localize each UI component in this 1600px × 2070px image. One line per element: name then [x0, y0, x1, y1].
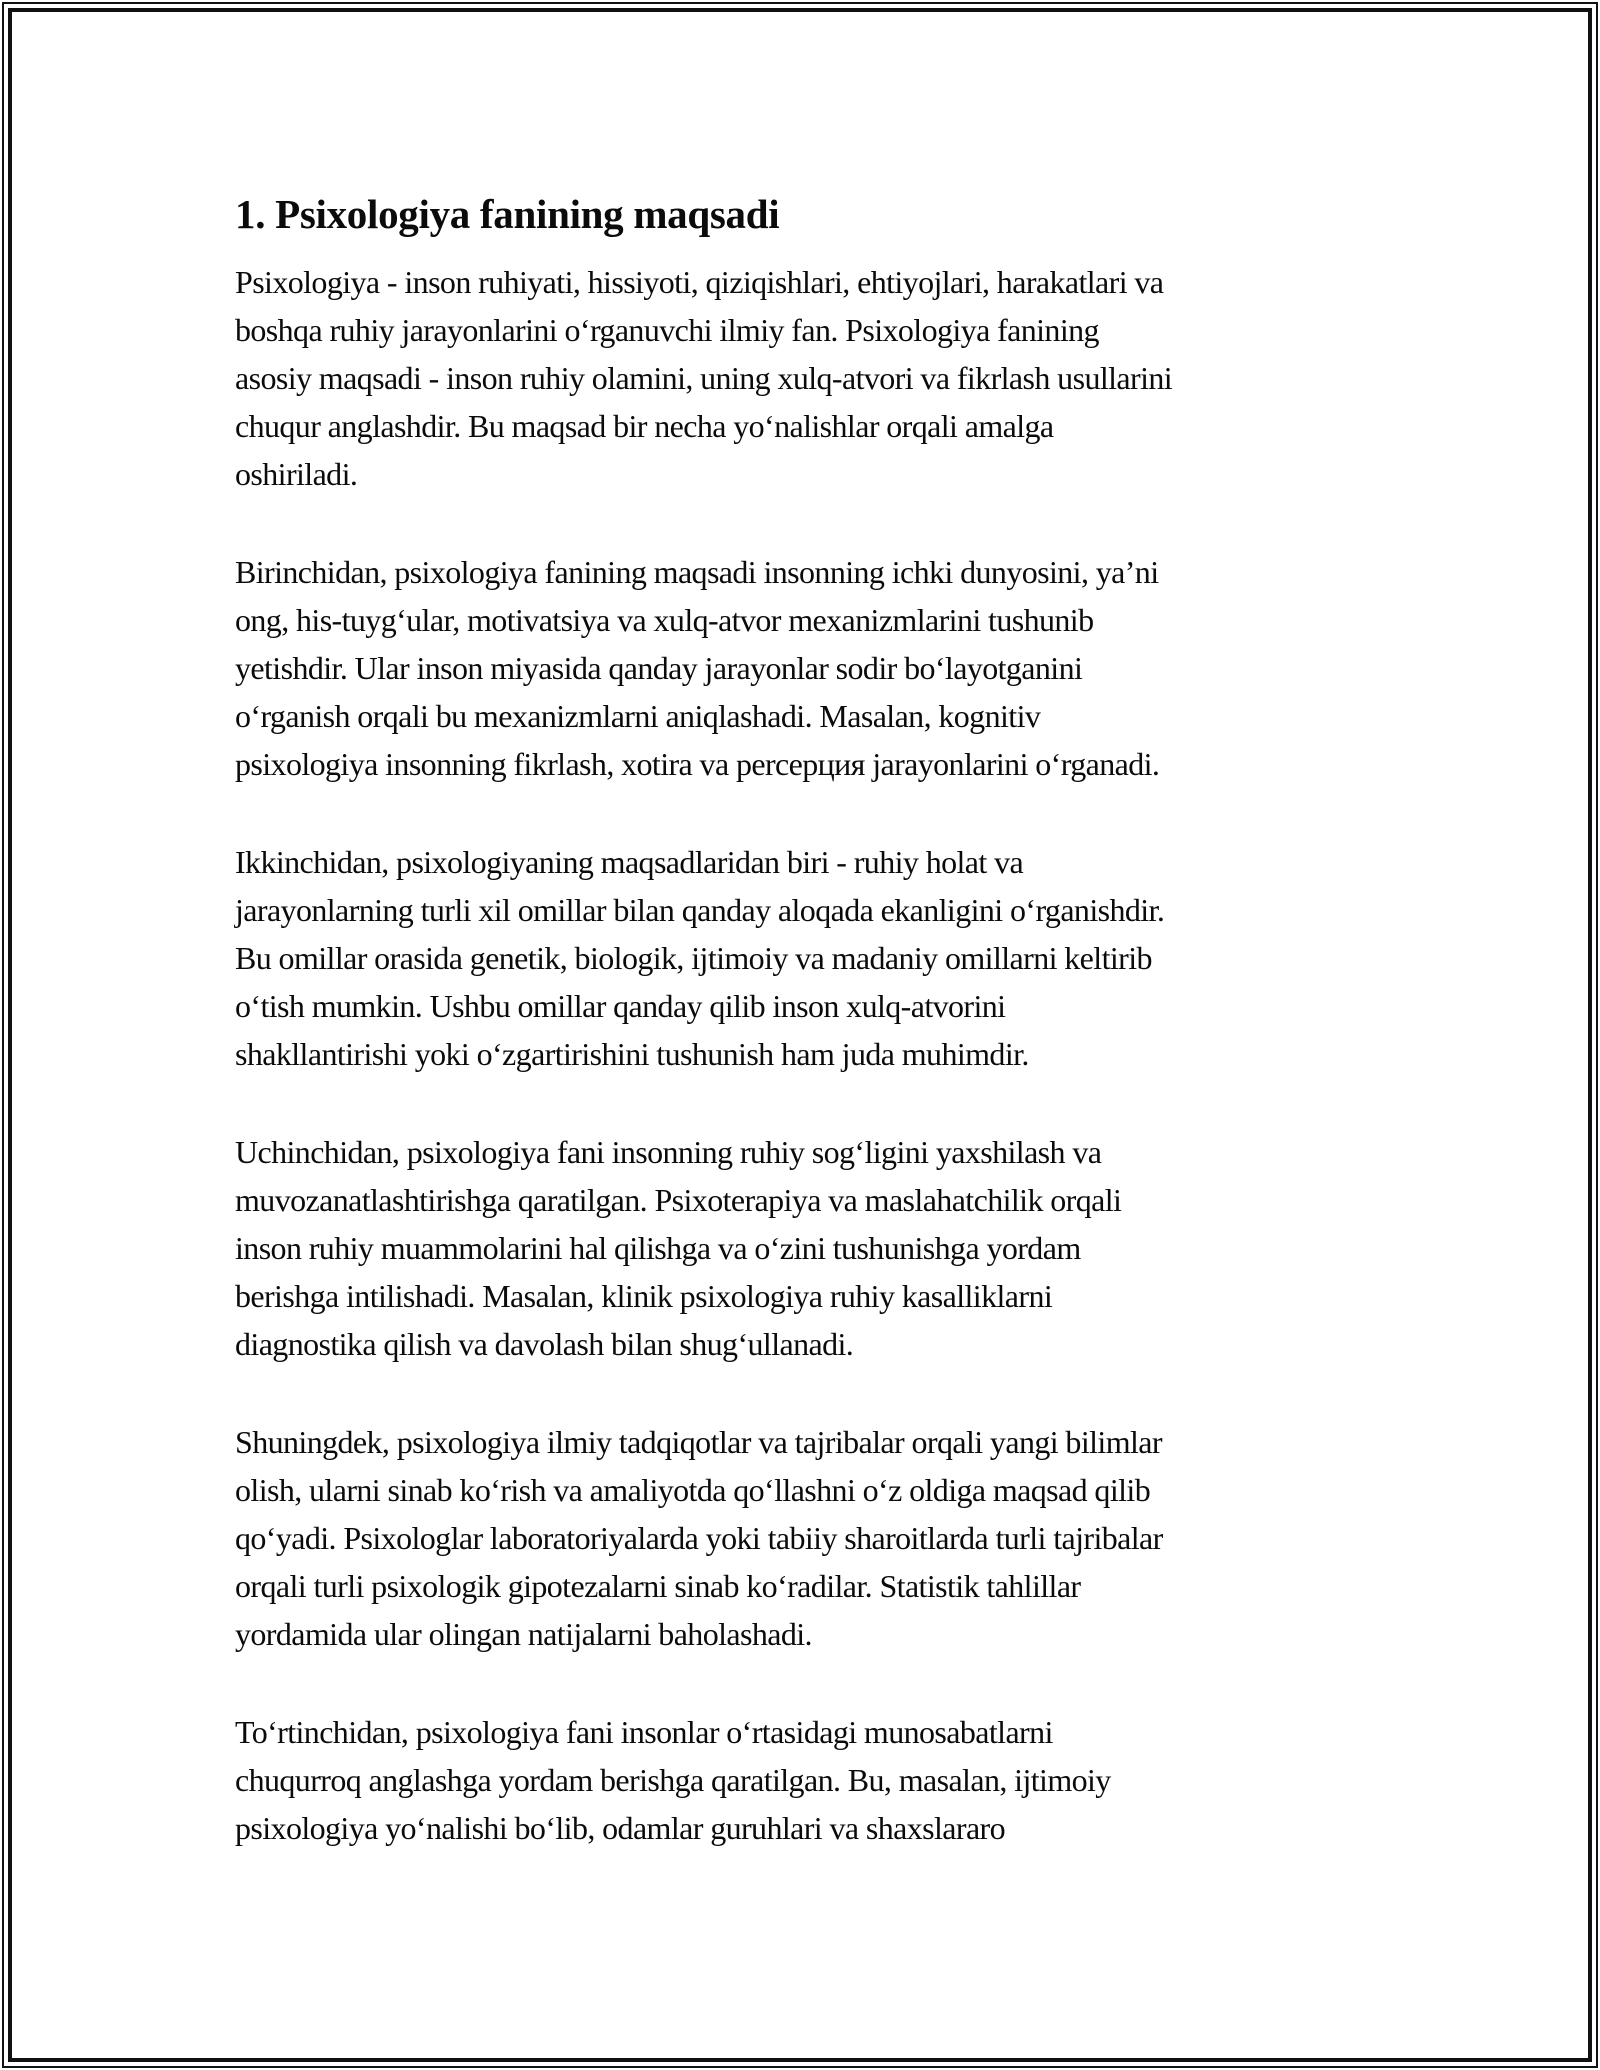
- text-line: olish, ularni sinab ko‘rish va amaliyotda qo‘llashni o‘z oldiga maqsad qilib: [235, 1472, 1151, 1508]
- text-line: shakllantirishi yoki o‘zgartirishini tushunish ham juda muhimdir.: [235, 1036, 1029, 1072]
- text-line: psixologiya insonning fikrlash, xotira va percepция jarayonlarini o‘rganadi.: [235, 746, 1160, 782]
- text-line: chuqurroq anglashga yordam berishga qaratilgan. Bu, masalan, ijtimoiy: [235, 1762, 1111, 1798]
- text-line: muvozanatlashtirishga qaratilgan. Psixoterapiya va maslahatchilik orqali: [235, 1182, 1122, 1218]
- text-line: Bu omillar orasida genetik, biologik, ijtimoiy va madaniy omillarni keltirib: [235, 940, 1152, 976]
- text-line: o‘rganish orqali bu mexanizmlarni aniqlashadi. Masalan, kognitiv: [235, 698, 1041, 734]
- text-line: berishga intilishadi. Masalan, klinik psixologiya ruhiy kasalliklarni: [235, 1278, 1053, 1314]
- text-line: jarayonlarning turli xil omillar bilan qanday aloqada ekanligini o‘rganishdir.: [235, 892, 1165, 928]
- text-line: Psixologiya - inson ruhiyati, hissiyoti, qiziqishlari, ehtiyojlari, harakatlari va: [235, 264, 1164, 300]
- text-line: Ikkinchidan, psixologiyaning maqsadlaridan biri - ruhiy holat va: [235, 844, 1024, 880]
- text-line: oshiriladi.: [235, 456, 358, 492]
- text-line: qo‘yadi. Psixologlar laboratoriyalarda yoki tabiiy sharoitlarda turli tajribalar: [235, 1520, 1163, 1556]
- text-line: yetishdir. Ular inson miyasida qanday jarayonlar sodir bo‘layotganini: [235, 650, 1083, 686]
- text-line: Shuningdek, psixologiya ilmiy tadqiqotlar va tajribalar orqali yangi bilimlar: [235, 1424, 1162, 1460]
- text-line: orqali turli psixologik gipotezalarni sinab ko‘radilar. Statistik tahlillar: [235, 1568, 1081, 1604]
- text-line: To‘rtinchidan, psixologiya fani insonlar o‘rtasidagi munosabatlarni: [235, 1714, 1053, 1750]
- paragraph-4: [235, 1128, 1385, 1368]
- text-line: Uchinchidan, psixologiya fani insonning ruhiy sog‘ligini yaxshilash va: [235, 1134, 1102, 1170]
- page-title: 1. Psixologiya fanining maqsadi: [235, 191, 780, 237]
- text-line: o‘tish mumkin. Ushbu omillar qanday qilib inson xulq-atvorini: [235, 988, 1006, 1024]
- paragraph-2: [235, 548, 1385, 788]
- paragraph-5: [235, 1418, 1385, 1658]
- text-line: ong, his-tuyg‘ular, motivatsiya va xulq-atvor mexanizmlarini tushunib: [235, 602, 1094, 638]
- text-line: boshqa ruhiy jarayonlarini o‘rganuvchi ilmiy fan. Psixologiya fanining: [235, 312, 1099, 348]
- document-content: [235, 190, 1385, 1852]
- paragraph-1: [235, 258, 1385, 498]
- text-line: diagnostika qilish va davolash bilan shug‘ullanadi.: [235, 1326, 854, 1362]
- text-line: Birinchidan, psixologiya fanining maqsadi insonning ichki dunyosini, ya’ni: [235, 554, 1159, 590]
- text-line: yordamida ular olingan natijalarni baholashadi.: [235, 1616, 812, 1652]
- text-line: asosiy maqsadi - inson ruhiy olamini, uning xulq-atvori va fikrlash usullarini: [235, 360, 1173, 396]
- text-line: inson ruhiy muammolarini hal qilishga va o‘zini tushunishga yordam: [235, 1230, 1081, 1266]
- paragraph-6: [235, 1708, 1385, 1852]
- paragraph-3: [235, 838, 1385, 1078]
- text-line: psixologiya yo‘nalishi bo‘lib, odamlar guruhlari va shaxslararo: [235, 1810, 1006, 1846]
- text-line: chuqur anglashdir. Bu maqsad bir necha yo‘nalishlar orqali amalga: [235, 408, 1054, 444]
